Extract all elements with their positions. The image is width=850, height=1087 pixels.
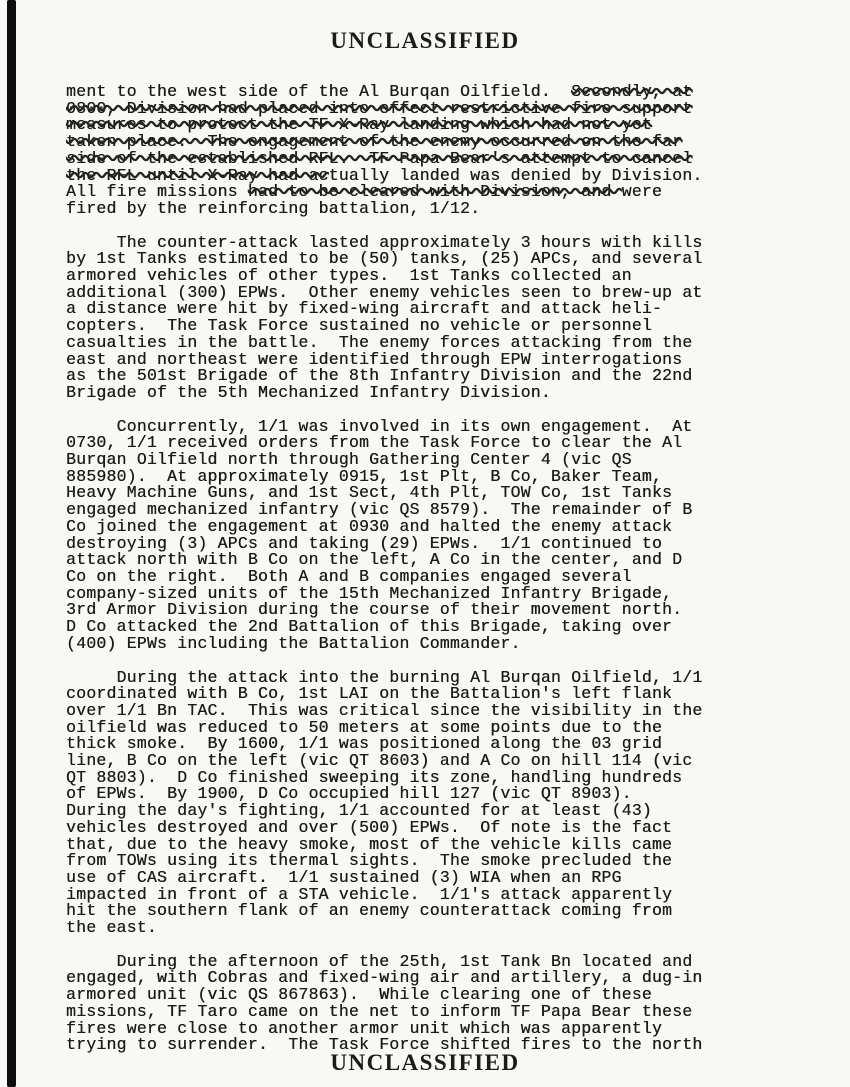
classification-header: UNCLASSIFIED [330, 28, 520, 53]
text-segment: The counter-attack lasted approximately 3 hours with kills [66, 232, 703, 252]
paragraph [66, 951, 794, 1055]
text-segment: were [621, 182, 663, 202]
text-segment: line, B Co on the left (vic QT 8603) and A Co on hill 114 (vic [66, 751, 693, 771]
document-body [66, 84, 794, 1071]
text-segment: destroying (3) APCs and taking (29) EPWs. 1/1 continued to [66, 533, 662, 553]
text-segment: D Co attacked the 2nd Battalion of this Brigade, taking over [66, 617, 673, 637]
text-segment: armored unit (vic QS 867863). While clearing one of these [66, 985, 652, 1005]
text-line [66, 920, 794, 937]
text-segment: 0730, 1/1 received orders from the Task Force to clear the Al [66, 433, 683, 453]
text-segment: ment to the west side of the Al Burqan Oilfield. [66, 82, 572, 101]
text-segment: vehicles destroyed and over (500) EPWs. Of note is the fact [66, 817, 673, 837]
paragraph [66, 232, 794, 402]
text-segment: 885980). At approximately 0915, 1st Plt, B Co, Baker Team, [66, 466, 662, 486]
text-segment: Brigade of the 5th Mechanized Infantry Division. [66, 382, 551, 402]
text-segment: During the attack into the burning Al Burqan Oilfield, 1/1 [66, 667, 703, 687]
handwritten-strikethrough: the RFL until X-Ray had ac [66, 165, 329, 185]
text-segment: QT 8803). D Co finished sweeping its zone, handling hundreds [66, 767, 683, 787]
text-segment: use of CAS aircraft. 1/1 sustained (3) WIA when an RPG [66, 867, 622, 887]
text-segment: copters. The Task Force sustained no vehicle or personnel [66, 316, 652, 336]
text-segment: armored vehicles of other types. 1st Tanks collected an [66, 266, 632, 286]
text-segment: engaged mechanized infantry (vic QS 8579). The remainder of B [66, 500, 693, 520]
text-segment: Burqan Oilfield north through Gathering Center 4 (vic QS [66, 450, 632, 470]
text-line [66, 198, 794, 218]
text-segment: Heavy Machine Guns, and 1st Sect, 4th Plt, TOW Co, 1st Tanks [66, 483, 673, 503]
text-segment: tually landed was denied by Division. [328, 165, 703, 185]
handwritten-strikethrough: measures to protect the TF X-Ray landing which had not yet [66, 115, 652, 135]
handwritten-strikethrough: Secondly, at [571, 82, 693, 101]
text-segment: engaged, with Cobras and fixed-wing air and artillery, a dug-in [66, 968, 703, 988]
text-segment: fires were close to another armor unit which was apparently [66, 1018, 662, 1038]
handwritten-strikethrough: taken place. The engagement of the enemy occurred on the far [66, 132, 683, 152]
text-segment: from TOWs using its thermal sights. The smoke precluded the [66, 851, 673, 871]
handwritten-strikethrough: 0800, Division had placed into effect restrictive fire support [66, 98, 693, 118]
text-segment: fired by the reinforcing battalion, 1/12. [66, 198, 481, 218]
text-segment: over 1/1 Bn TAC. This was critical since the visibility in the [66, 700, 703, 720]
text-segment: additional (300) EPWs. Other enemy vehicles seen to brew-up at [66, 282, 703, 302]
text-segment: coordinated with B Co, 1st LAI on the Battalion's left flank [66, 684, 673, 704]
text-segment: by 1st Tanks estimated to be (50) tanks, (25) APCs, and several [66, 249, 703, 269]
text-line [66, 382, 794, 402]
text-segment: the east. [66, 918, 157, 938]
text-segment: that, due to the heavy smoke, most of the vehicle kills came [66, 834, 673, 854]
text-segment: hit the southern flank of an enemy counterattack coming from [66, 901, 673, 921]
text-segment: a distance were hit by fixed-wing aircraft and attack heli- [66, 299, 662, 319]
text-segment: thick smoke. By 1600, 1/1 was positioned along the 03 grid [66, 734, 662, 754]
paragraph [66, 416, 794, 653]
paragraph [66, 84, 794, 218]
scan-edge-artifact [7, 0, 16, 1087]
text-segment: Concurrently, 1/1 was involved in its own engagement. At [66, 416, 693, 436]
text-segment: During the day's fighting, 1/1 accounted for at least (43) [66, 801, 652, 821]
text-segment: missions, TF Taro came on the net to inform TF Papa Bear these [66, 1001, 693, 1021]
text-segment: (400) EPWs including the Battalion Commander. [66, 633, 521, 653]
text-segment: All fire missions [66, 182, 248, 202]
text-segment: east and northeast were identified through EPW interrogations [66, 349, 683, 369]
text-segment: of EPWs. By 1900, D Co occupied hill 127 (vic QT 8903). [66, 784, 632, 804]
text-segment: attack north with B Co on the left, A Co in the center, and D [66, 550, 683, 570]
text-line [66, 903, 794, 920]
text-segment: Co on the right. Both A and B companies engaged several [66, 566, 632, 586]
text-segment: oilfield was reduced to 50 meters at some points due to the [66, 717, 662, 737]
text-segment: 3rd Armor Division during the course of their movement north. [66, 600, 683, 620]
text-segment: company-sized units of the 15th Mechanized Infantry Brigade, [66, 583, 673, 603]
text-segment: casualties in the battle. The enemy forces attacking from the [66, 332, 693, 352]
text-segment: Co joined the engagement at 0930 and halted the enemy attack [66, 516, 673, 536]
text-segment: impacted in front of a STA vehicle. 1/1's attack apparently [66, 884, 673, 904]
text-segment: as the 501st Brigade of the 8th Infantry Division and the 22nd [66, 366, 693, 386]
handwritten-strikethrough: side of the established RFL. TF Papa Bear's attempt to cancel [66, 148, 693, 168]
paragraph [66, 667, 794, 938]
classification-footer: UNCLASSIFIED [330, 1050, 520, 1075]
text-segment: During the afternoon of the 25th, 1st Tank Bn located and [66, 951, 693, 971]
handwritten-strikethrough: had to be cleared with Division, and [247, 182, 622, 202]
text-segment: trying to surrender. The Task Force shifted fires to the north [66, 1035, 703, 1055]
text-line [66, 633, 794, 653]
